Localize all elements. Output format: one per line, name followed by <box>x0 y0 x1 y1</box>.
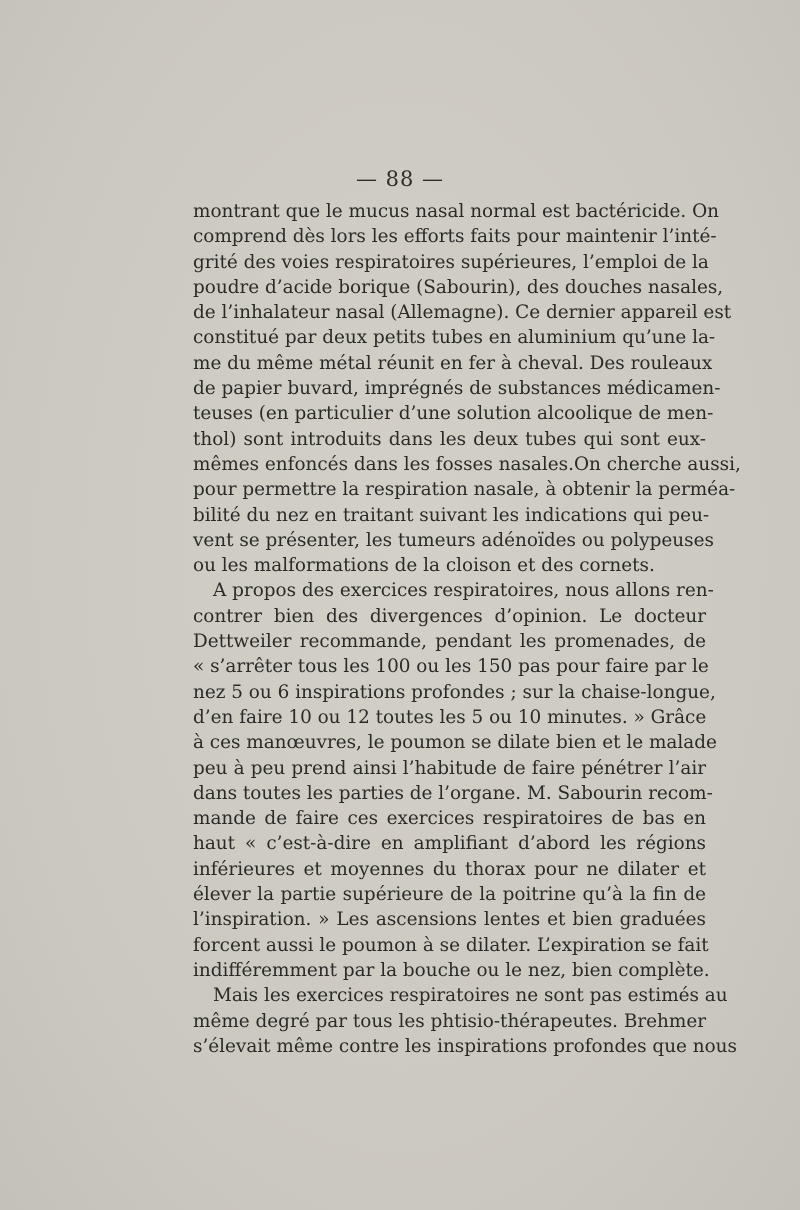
text-line: « s’arrêter tous les 100 ou les 150 pas pour faire par le <box>193 656 709 678</box>
text-line: grité des voies respiratoires supérieures, l’emploi de la <box>193 251 709 273</box>
text-line: ou les malformations de la cloison et des cornets. <box>193 555 655 577</box>
text-line: pour permettre la respiration nasale, à obtenir la perméa- <box>193 479 736 501</box>
text-line: l’inspiration. » Les ascensions lentes et bien graduées <box>193 909 706 931</box>
text-line: nez 5 ou 6 inspirations profondes ; sur la chaise-longue, <box>193 681 716 703</box>
text-line: de papier buvard, imprégnés de substances médicamen- <box>193 378 721 400</box>
text-line: Dettweiler recommande, pendant les promenades, de <box>193 631 706 653</box>
text-line: haut « c’est-à-dire en amplifiant d’abord les régions <box>193 833 706 855</box>
text-line: poudre d’acide borique (Sabourin), des douches nasales, <box>193 276 724 298</box>
text-line: inférieures et moyennes du thorax pour ne dilater et <box>193 858 706 880</box>
text-line: mande de faire ces exercices respiratoires de bas en <box>193 808 706 830</box>
text-line: montrant que le mucus nasal normal est bactéricide. On <box>193 201 720 222</box>
text-line: mêmes enfoncés dans les fosses nasales.On cherche aussi, <box>193 453 741 475</box>
text-line: même degré par tous les phtisio-thérapeutes. Brehmer <box>193 1010 706 1032</box>
page-number: — 88 — <box>355 167 445 191</box>
body-text <box>193 199 741 1059</box>
text-line: peu à peu prend ainsi l’habitude de faire pénétrer l’air <box>193 757 706 779</box>
text-line: constitué par deux petits tubes en aluminium qu’une la- <box>193 327 716 349</box>
text-line: à ces manœuvres, le poumon se dilate bien et le malade <box>193 732 717 754</box>
text-line: indifféremment par la bouche ou le nez, bien complète. <box>193 959 710 981</box>
text-line: bilité du nez en traitant suivant les indications qui peu- <box>193 504 710 526</box>
text-line: comprend dès lors les efforts faits pour maintenir l’inté- <box>193 226 717 248</box>
text-line: d’en faire 10 ou 12 toutes les 5 ou 10 minutes. » Grâce <box>193 706 707 728</box>
text-line: vent se présenter, les tumeurs adénoïdes ou polypeuses <box>193 529 714 551</box>
text-line: teuses (en particulier d’une solution alcoolique de men- <box>193 403 714 425</box>
text-line: élever la partie supérieure de la poitrine qu’à la fin de <box>193 884 706 906</box>
text-line: contrer bien des divergences d’opinion. Le docteur <box>193 605 706 627</box>
text-line: Mais les exercices respiratoires ne sont pas estimés au <box>213 985 728 1007</box>
text-line: forcent aussi le poumon à se dilater. L’expiration se fait <box>193 934 709 956</box>
text-line: dans toutes les parties de l’organe. M. Sabourin recom- <box>193 782 713 804</box>
text-line: s’élevait même contre les inspirations profondes que nous <box>193 1035 737 1057</box>
text-line: me du même métal réunit en fer à cheval. Des rouleaux <box>193 352 713 374</box>
text-line: thol) sont introduits dans les deux tubes qui sont eux- <box>193 428 706 450</box>
text-line: de l’inhalateur nasal (Allemagne). Ce dernier appareil est <box>193 302 732 324</box>
text-line: A propos des exercices respiratoires, nous allons ren- <box>213 580 714 602</box>
